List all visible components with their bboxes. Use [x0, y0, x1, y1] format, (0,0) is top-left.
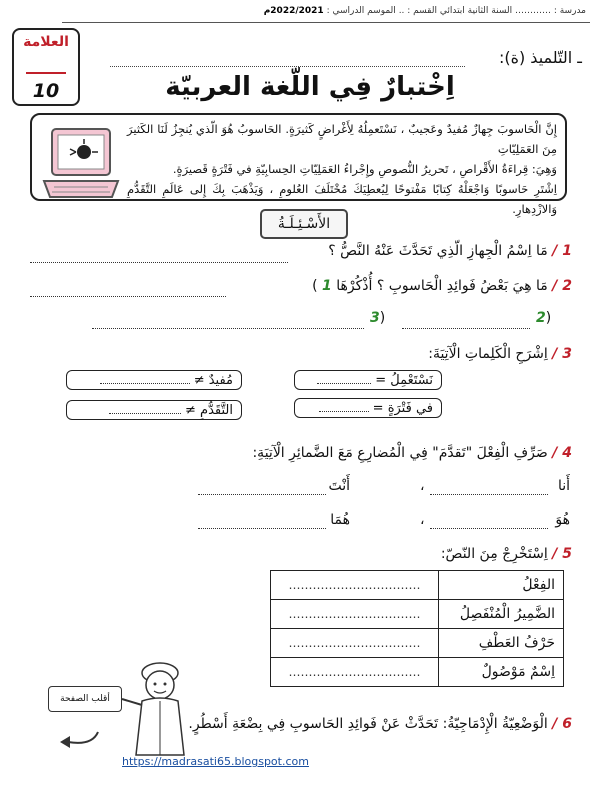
answer-2-2-field[interactable] — [402, 328, 530, 329]
section-text: القسم : .. — [398, 6, 437, 16]
grade-box — [12, 28, 80, 106]
table-row — [271, 571, 564, 600]
season-label: الموسم الدراسي : — [326, 6, 396, 16]
question-3 — [428, 346, 572, 362]
questions-title: الأَسْـئِـلَـةُ — [260, 209, 348, 239]
word-nastamil-field[interactable] — [317, 383, 371, 384]
word-nastamil: نَسْتَعْمِلُ = — [375, 373, 433, 388]
answer-2-2-marker: 2) — [536, 310, 552, 326]
question-4 — [252, 445, 572, 461]
header-info: مدرسة : ………… السنة الثانية ابتدائي القسم : .. الموسم الدراسي : 2022/2021م — [263, 6, 586, 16]
passage-text — [127, 119, 557, 219]
question-1-text: مَا اِسْمُ الْجِهازِ الّذِي تَحَدَّثَ عَنْهُ النَّصُّ ؟ — [328, 243, 548, 259]
footer-link[interactable]: https://madrasati65.blogspot.com — [122, 755, 309, 768]
question-6-text: الْوَضْعِيّةُ الْإِدْمَاجِيّةُ: تَحَدَّثْ عَنْ فَوائِدِ الحَاسوبِ فِي بِضْعَةِ أَسْطُرٍ. — [188, 716, 548, 732]
school-year: 2022/2021م — [263, 6, 324, 16]
pronoun-huwa: هُوَ — [555, 512, 570, 528]
question-4-number: 4 / — [552, 445, 572, 461]
table-cell-relative-noun: اِسْمٌ مَوْصُولٌ — [439, 658, 564, 687]
table-row — [271, 629, 564, 658]
comma-2: ، — [420, 512, 425, 528]
passage-line-1: إِنَّ الْحَاسوبَ جِهازٌ مُفيدٌ وعَجيبٌ ، نَسْتَعمِلُهُ لِأَغْراضٍ كَثيرَةٍ. الحَاسوبُ هُوَ الّذي يُنجِزُ لَنَا الكَثيرَ مِنَ العَمَلِيّاتِ — [127, 122, 557, 156]
question-2-number: 2 / — [552, 278, 572, 294]
pronoun-ana: أَنا — [557, 478, 570, 494]
answer-2-3-number: 3 — [370, 310, 380, 326]
pronoun-anta: أَنْتَ — [328, 478, 350, 494]
comma-1: ، — [420, 478, 425, 494]
question-2: 2 / مَا هِيَ بَعْضُ فَوائِدِ الْحَاسوبِ ؟ أُذْكُرْهَا 1 ) — [312, 278, 572, 294]
table-cell-conjunction: حَرْفُ العَطْفِ — [439, 629, 564, 658]
question-6-number: 6 / — [552, 716, 572, 732]
table-cell-answer[interactable]: …………………………… — [271, 571, 439, 600]
word-taqaddum: التَّقَدُّمِ ≠ — [185, 403, 233, 418]
word-fi-fatra-field[interactable] — [319, 411, 369, 412]
answer-2-3-marker: 3) — [370, 310, 386, 326]
question-5 — [441, 546, 572, 562]
boy-illustration-icon — [110, 657, 206, 757]
word-box-nastamil — [294, 370, 442, 390]
question-1-number: 1 / — [552, 243, 572, 259]
table-cell-answer[interactable]: …………………………… — [271, 600, 439, 629]
pronoun-huma-field[interactable] — [198, 528, 326, 529]
pronoun-ana-field[interactable] — [430, 494, 548, 495]
answer-2-3-field[interactable] — [92, 328, 364, 329]
word-box-taqaddum — [66, 400, 242, 420]
table-row — [271, 658, 564, 687]
question-6 — [188, 716, 572, 732]
word-box-mufid — [66, 370, 242, 390]
table-row — [271, 600, 564, 629]
question-5-number: 5 / — [552, 546, 572, 562]
student-name-label: ـ التّلميذ (ة): — [498, 48, 582, 67]
word-taqaddum-field[interactable] — [109, 413, 181, 414]
question-3-text: اِشْرَحِ الْكَلِماتِ الْآتِيَةَ: — [428, 346, 548, 362]
table-cell-verb: الفِعْلُ — [439, 571, 564, 600]
word-mufid: مُفيدٌ ≠ — [193, 373, 233, 388]
school-label: مدرسة : — [553, 6, 586, 16]
laptop-icon — [42, 125, 122, 203]
flip-page-button[interactable]: أقلب الصفحة — [48, 686, 122, 712]
table-cell-answer[interactable]: …………………………… — [271, 658, 439, 687]
table-cell-answer[interactable]: …………………………… — [271, 629, 439, 658]
page-title: اِخْتبارٌ فِي اللّغة العربيّة — [165, 72, 455, 102]
question-5-text: اِسْتَخْرِجْ مِنَ النّصّ: — [440, 546, 548, 562]
passage-line-2: وَهِيَ: قِراءَةُ الأَقْراصِ ، تَحريرُ النُّصوصِ وإِجْراءُ العَمَلِيّاتِ الحِسابِيّةِ في فَتْرَةٍ قَصيرَةٍ. — [172, 162, 557, 176]
word-mufid-field[interactable] — [100, 383, 190, 384]
question-3-number: 3 / — [552, 346, 572, 362]
grade-label: العلامة — [23, 34, 69, 50]
passage-line-3: اِشْتَرِ حَاسوبًا وَاجْعَلْهُ كِتابًا مَفْتوحًا لِيُعطِيَكَ مُخْتَلَفَ العُلومِ ، وَيَذْهَبَ بِكَ إِلى عَالَمِ التَّقَدُّمِ وَالازْدِهارِ. — [127, 182, 557, 216]
answer-2-1-field[interactable] — [30, 296, 226, 297]
answer-2-1-number: 1 — [322, 278, 332, 294]
student-name-field[interactable] — [110, 66, 465, 67]
curved-arrow-icon — [56, 728, 102, 750]
extraction-table — [270, 570, 564, 687]
pronoun-huma: هُمَا — [330, 512, 350, 528]
grade-max: 10 — [32, 80, 60, 102]
question-4-text: صَرِّفِ الْفِعْلَ "تَقدَّمَ" فِي الْمُضارِعِ مَعَ الضَّمائِرِ الْآتِيَةِ: — [252, 445, 548, 461]
grade-divider — [26, 72, 66, 74]
word-fi-fatra: في فَتْرَةٍ = — [372, 401, 433, 416]
table-cell-pronoun: الضَّمِيرُ الْمُنْفَصِلُ — [439, 600, 564, 629]
level-text: السنة الثانية ابتدائي — [439, 6, 513, 16]
pronoun-anta-field[interactable] — [198, 494, 326, 495]
word-box-fi-fatra — [294, 398, 442, 418]
answer-2-2-number: 2 — [536, 310, 546, 326]
answer-1-field[interactable] — [30, 262, 288, 263]
question-2-text: مَا هِيَ بَعْضُ فَوائِدِ الْحَاسوبِ ؟ أُذْكُرْهَا — [336, 278, 548, 294]
question-1 — [328, 243, 572, 259]
header-line — [62, 22, 590, 23]
pronoun-huwa-field[interactable] — [430, 528, 548, 529]
